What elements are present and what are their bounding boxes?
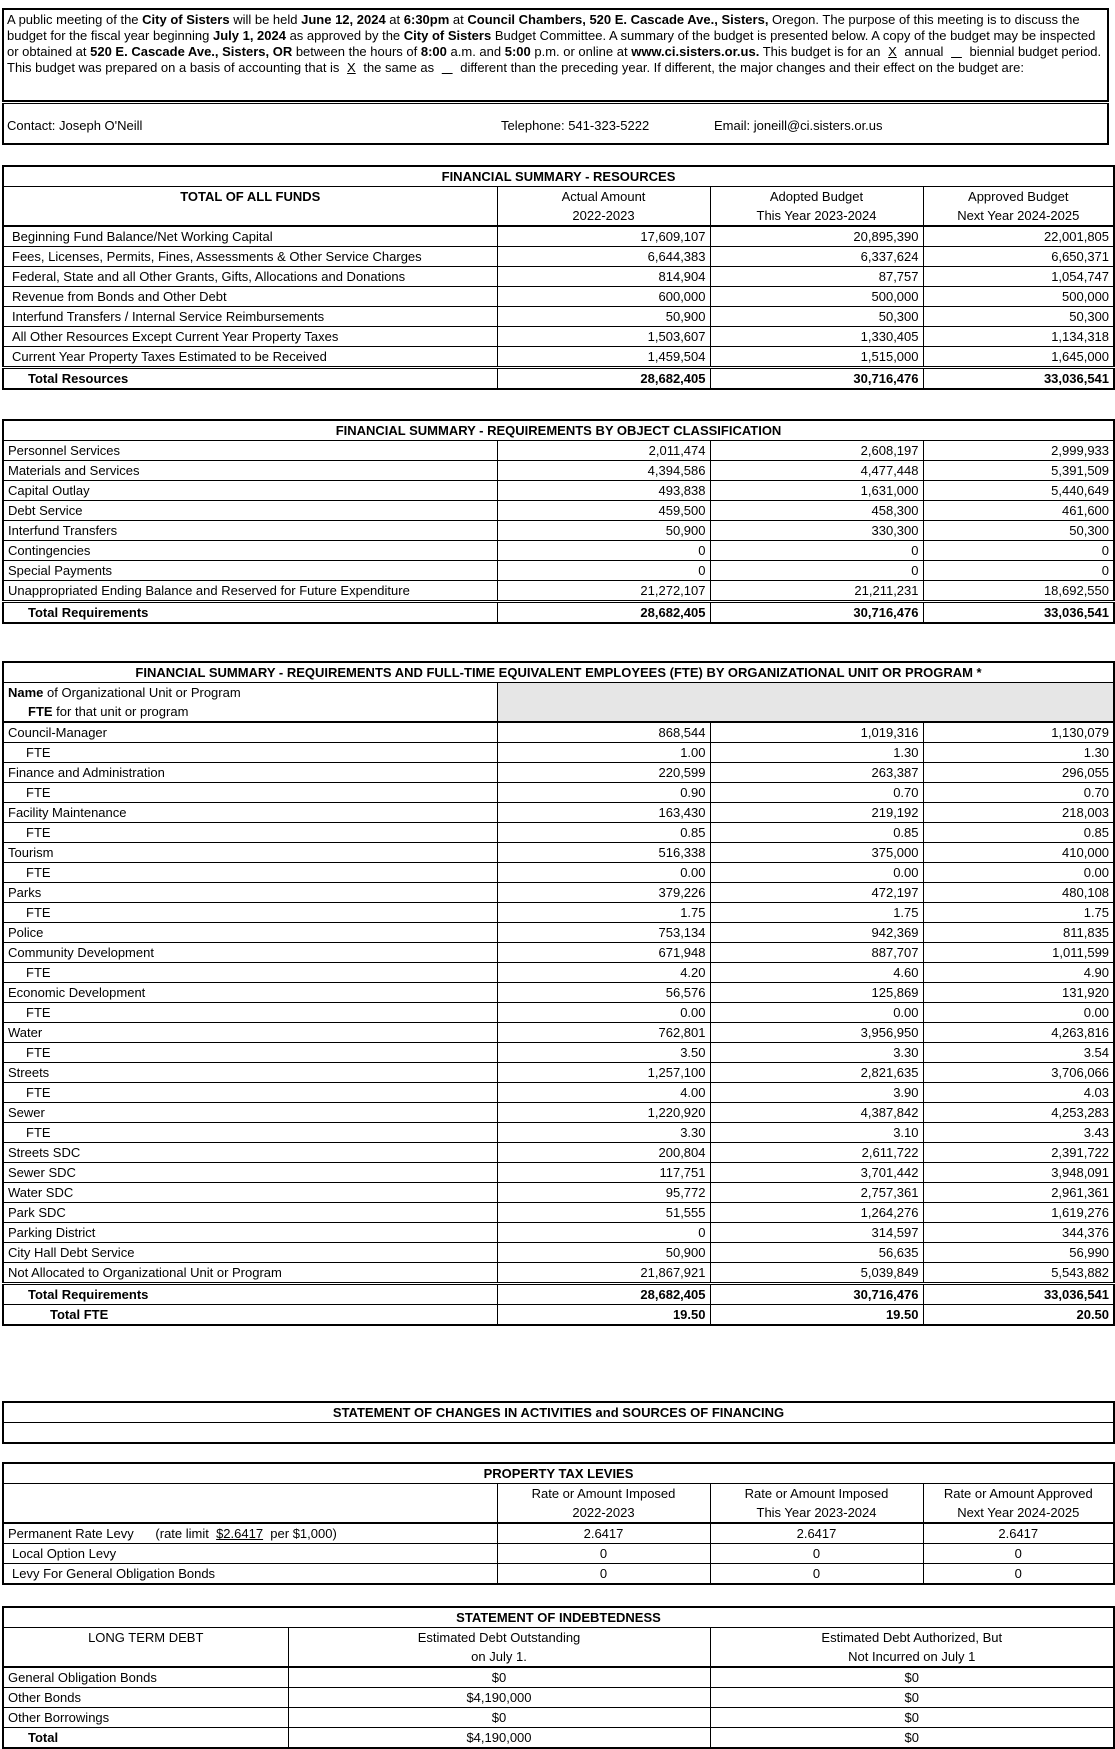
org-unit-row xyxy=(3,1223,1114,1243)
row-value: 1,645,000 xyxy=(923,347,1114,368)
row-value: 3,706,066 xyxy=(923,1063,1114,1083)
row-value: 1,130,079 xyxy=(923,722,1114,743)
row-value: 21,867,921 xyxy=(497,1263,710,1284)
row-value: 1.75 xyxy=(710,903,923,923)
row-label: FTE xyxy=(3,903,497,923)
row-value: 480,108 xyxy=(923,883,1114,903)
row-label: FTE xyxy=(3,743,497,763)
row-value: 472,197 xyxy=(710,883,923,903)
row-value: 0 xyxy=(923,561,1114,581)
different-basis-checkbox xyxy=(438,60,457,75)
row-value: 4,253,283 xyxy=(923,1103,1114,1123)
row-value: 0 xyxy=(710,561,923,581)
org-unit-row xyxy=(3,1243,1114,1263)
org-unit-table: FINANCIAL SUMMARY - REQUIREMENTS AND FULL-TIME EQUIVALENT EMPLOYEES (FTE) BY ORGANIZATIONAL UNIT OR PROGRAM * Name of Organizational Unit or Program FTE for that unit or program Council-Manager 868,544 1,019,316 1,130,079 FTE 1.00 1.30 1.30 Finance and Administration 220,599 263,387 296,055 FTE 0.90 0.70 0.70 Facility Maintenance 163,430 219,192 218,003 FTE 0.85 0.85 0.85 Tourism 516,338 375,000 410,000 FTE 0.00 0.00 0.00 Parks 379,226 472,197 480,108 FTE 1.75 1.75 1.75 Police 753,134 942,369 811,835 Community Development 671,948 887,707 1,011,599 FTE 4.20 4.60 4.90 Economic Development 56,576 125,869 131,920 FTE 0.00 0.00 0.00 Water 762,801 3,956,950 4,263,816 FTE 3.50 3.30 3.54 Streets 1,257,100 2,821,635 3,706,066 FTE 4.00 3.90 4.03 Sewer 1,220,920 4,387,842 4,253,283 FTE 3.30 3.10 3.43 Streets SDC 200,804 2,611,722 2,391,722 Sewer SDC 117,751 3,701,442 3,948,091 Water SDC 95,772 2,757,361 2,961,361 Park SDC 51,555 1,264,276 1,619,276 Parking District 0 314,597 344,376 City Hall Debt Service 50,900 56,635 56,990 Not Allocated to Organizational Unit or Program 21,867,921 5,039,849 5,543,882 Total Requirements 28,682,405 30,716,476 33,036,541 Total FTE 19.50 19.50 20.50 xyxy=(2,661,1115,1326)
row-label: Fees, Licenses, Permits, Fines, Assessments & Other Service Charges xyxy=(3,247,497,267)
row-value: 51,555 xyxy=(497,1203,710,1223)
org-unit-row xyxy=(3,722,1114,743)
changes-title: STATEMENT OF CHANGES IN ACTIVITIES and SOURCES OF FINANCING xyxy=(3,1402,1114,1423)
row-value: $0 xyxy=(710,1708,1114,1728)
total-fte-row: Total FTE 19.50 19.50 20.50 xyxy=(3,1305,1114,1326)
total-resources-row: Total Resources 28,682,405 30,716,476 33,036,541 xyxy=(3,368,1114,390)
row-label: Sewer xyxy=(3,1103,497,1123)
row-value: 0 xyxy=(710,1544,923,1564)
resource-row xyxy=(3,287,1114,307)
debt-row xyxy=(3,1667,1114,1688)
row-value: 4.20 xyxy=(497,963,710,983)
row-label: FTE xyxy=(3,823,497,843)
org-unit-row xyxy=(3,783,1114,803)
row-value: 4.00 xyxy=(497,1083,710,1103)
row-value: 942,369 xyxy=(710,923,923,943)
row-label: Finance and Administration xyxy=(3,763,497,783)
row-value: 1,220,920 xyxy=(497,1103,710,1123)
requirement-row xyxy=(3,481,1114,501)
row-value: 50,300 xyxy=(710,307,923,327)
debt-row xyxy=(3,1708,1114,1728)
row-value: 1.75 xyxy=(923,903,1114,923)
org-unit-row xyxy=(3,1083,1114,1103)
row-value: 814,904 xyxy=(497,267,710,287)
biennial-checkbox xyxy=(947,44,966,59)
row-label: Interfund Transfers xyxy=(3,521,497,541)
row-value: $0 xyxy=(288,1708,710,1728)
row-value: 163,430 xyxy=(497,803,710,823)
row-value: 458,300 xyxy=(710,501,923,521)
row-label: Council-Manager xyxy=(3,722,497,743)
row-label: Other Borrowings xyxy=(3,1708,288,1728)
row-value: 2,611,722 xyxy=(710,1143,923,1163)
resources-table: FINANCIAL SUMMARY - RESOURCES TOTAL OF ALL FUNDS Actual Amount Adopted Budget Approved Budget 2022-2023 This Year 2023-2024 Next Year 2024-2025 Beginning Fund Balance/Net Working Capital 17,609,107 20,895,390 22,001,805 Fees, Licenses, Permits, Fines, Assessments & Other Service Charges 6,644,383 6,337,624 6,650,371 Federal, State and all Other Grants, Gifts, Allocations and Donations 814,904 87,757 1,054,747 Revenue from Bonds and Other Debt 600,000 500,000 500,000 Interfund Transfers / Internal Service Reimbursements 50,900 50,300 50,300 All Other Resources Except Current Year Property Taxes 1,503,607 1,330,405 1,134,318 Current Year Property Taxes Estimated to be Received 1,459,504 1,515,000 1,645,000 Total Resources 28,682,405 30,716,476 33,036,541 xyxy=(2,165,1115,390)
row-value: 762,801 xyxy=(497,1023,710,1043)
row-label: Revenue from Bonds and Other Debt xyxy=(3,287,497,307)
org-unit-row xyxy=(3,883,1114,903)
row-label: Park SDC xyxy=(3,1203,497,1223)
row-label: FTE xyxy=(3,863,497,883)
row-label: FTE xyxy=(3,1123,497,1143)
row-value: 344,376 xyxy=(923,1223,1114,1243)
row-value: 1,054,747 xyxy=(923,267,1114,287)
row-value: 296,055 xyxy=(923,763,1114,783)
row-value: 5,543,882 xyxy=(923,1263,1114,1284)
row-value: 1,515,000 xyxy=(710,347,923,368)
row-value: 1.75 xyxy=(497,903,710,923)
row-value: 410,000 xyxy=(923,843,1114,863)
contact-phone: Telephone: 541-323-5222 xyxy=(501,118,650,133)
resource-row xyxy=(3,327,1114,347)
row-value: 200,804 xyxy=(497,1143,710,1163)
org-unit-row xyxy=(3,1103,1114,1123)
row-label: Water xyxy=(3,1023,497,1043)
org-total-requirements-row: Total Requirements 28,682,405 30,716,476 33,036,541 xyxy=(3,1284,1114,1305)
org-unit-row xyxy=(3,903,1114,923)
resource-row xyxy=(3,347,1114,368)
row-value: 1,503,607 xyxy=(497,327,710,347)
row-value: 218,003 xyxy=(923,803,1114,823)
row-label: Personnel Services xyxy=(3,441,497,461)
row-value: 1,011,599 xyxy=(923,943,1114,963)
annual-checkbox: X xyxy=(888,44,897,59)
org-unit-row xyxy=(3,983,1114,1003)
row-value: 671,948 xyxy=(497,943,710,963)
row-label: Economic Development xyxy=(3,983,497,1003)
row-value: 516,338 xyxy=(497,843,710,863)
row-value: 461,600 xyxy=(923,501,1114,521)
levies-title: PROPERTY TAX LEVIES xyxy=(3,1463,1114,1484)
row-value: 5,440,649 xyxy=(923,481,1114,501)
row-value: 500,000 xyxy=(923,287,1114,307)
row-value: 6,650,371 xyxy=(923,247,1114,267)
org-unit-row xyxy=(3,823,1114,843)
row-value: 0 xyxy=(923,541,1114,561)
row-value: 17,609,107 xyxy=(497,226,710,247)
row-value: 0.00 xyxy=(710,863,923,883)
row-value: 500,000 xyxy=(710,287,923,307)
org-unit-row xyxy=(3,1203,1114,1223)
row-label: FTE xyxy=(3,783,497,803)
row-value: 4,394,586 xyxy=(497,461,710,481)
row-value: 1,257,100 xyxy=(497,1063,710,1083)
row-label: Not Allocated to Organizational Unit or Program xyxy=(3,1263,497,1284)
requirement-row xyxy=(3,581,1114,602)
row-label: Sewer SDC xyxy=(3,1163,497,1183)
row-label: City Hall Debt Service xyxy=(3,1243,497,1263)
row-value: 0 xyxy=(710,541,923,561)
row-value: 21,211,231 xyxy=(710,581,923,602)
row-label: Current Year Property Taxes Estimated to be Received xyxy=(3,347,497,368)
row-value: 3,948,091 xyxy=(923,1163,1114,1183)
row-value: 3.54 xyxy=(923,1043,1114,1063)
row-value: 0.70 xyxy=(923,783,1114,803)
org-unit-row xyxy=(3,1063,1114,1083)
row-value: 3,701,442 xyxy=(710,1163,923,1183)
row-value: 753,134 xyxy=(497,923,710,943)
row-value: 50,300 xyxy=(923,307,1114,327)
row-value: 5,391,509 xyxy=(923,461,1114,481)
row-value: 0 xyxy=(923,1564,1114,1585)
org-unit-row xyxy=(3,1003,1114,1023)
row-value: 4.03 xyxy=(923,1083,1114,1103)
row-value: 375,000 xyxy=(710,843,923,863)
requirement-row xyxy=(3,441,1114,461)
row-value: 0 xyxy=(497,1544,710,1564)
row-value: 1,459,504 xyxy=(497,347,710,368)
requirement-row xyxy=(3,541,1114,561)
row-value: 0 xyxy=(497,1223,710,1243)
row-value: 4.60 xyxy=(710,963,923,983)
row-value: 868,544 xyxy=(497,722,710,743)
row-value: 50,300 xyxy=(923,521,1114,541)
row-label: Police xyxy=(3,923,497,943)
row-value: 0.85 xyxy=(497,823,710,843)
row-label: Federal, State and all Other Grants, Gifts, Allocations and Donations xyxy=(3,267,497,287)
row-value: 3.43 xyxy=(923,1123,1114,1143)
row-value: 0 xyxy=(497,1564,710,1585)
row-value: 3.90 xyxy=(710,1083,923,1103)
row-value: 0.00 xyxy=(497,1003,710,1023)
resource-row xyxy=(3,267,1114,287)
row-label: Unappropriated Ending Balance and Reserved for Future Expenditure xyxy=(3,581,497,602)
row-value: 379,226 xyxy=(497,883,710,903)
row-value: 117,751 xyxy=(497,1163,710,1183)
row-value: 4,263,816 xyxy=(923,1023,1114,1043)
row-label: All Other Resources Except Current Year Property Taxes xyxy=(3,327,497,347)
requirement-row xyxy=(3,461,1114,481)
org-unit-row xyxy=(3,763,1114,783)
resources-label-header: TOTAL OF ALL FUNDS xyxy=(3,187,497,207)
indebtedness-title: STATEMENT OF INDEBTEDNESS xyxy=(3,1607,1114,1628)
row-value: 2,999,933 xyxy=(923,441,1114,461)
levy-row xyxy=(3,1544,1114,1564)
contact-email[interactable]: Email: joneill@ci.sisters.or.us xyxy=(714,118,883,133)
row-value: 220,599 xyxy=(497,763,710,783)
row-value: 87,757 xyxy=(710,267,923,287)
row-value: 56,990 xyxy=(923,1243,1114,1263)
row-label: Levy For General Obligation Bonds xyxy=(3,1564,497,1585)
row-label: Local Option Levy xyxy=(3,1544,497,1564)
row-label: General Obligation Bonds xyxy=(3,1667,288,1688)
row-value: 95,772 xyxy=(497,1183,710,1203)
changes-table xyxy=(2,1401,1115,1444)
row-value: 3,956,950 xyxy=(710,1023,923,1043)
row-label: Materials and Services xyxy=(3,461,497,481)
row-value: 887,707 xyxy=(710,943,923,963)
debt-total-row: Total $4,190,000 $0 xyxy=(3,1728,1114,1749)
row-value: 1.30 xyxy=(923,743,1114,763)
row-value: 0 xyxy=(497,541,710,561)
row-value: 493,838 xyxy=(497,481,710,501)
row-label: Community Development xyxy=(3,943,497,963)
row-label: Special Payments xyxy=(3,561,497,581)
row-label: Facility Maintenance xyxy=(3,803,497,823)
row-label: Parking District xyxy=(3,1223,497,1243)
row-value: 56,576 xyxy=(497,983,710,1003)
row-value: 0.70 xyxy=(710,783,923,803)
row-label: Parks xyxy=(3,883,497,903)
row-value: 6,337,624 xyxy=(710,247,923,267)
row-value: 56,635 xyxy=(710,1243,923,1263)
row-label: Streets SDC xyxy=(3,1143,497,1163)
row-value: 0.85 xyxy=(710,823,923,843)
row-value: $0 xyxy=(288,1667,710,1688)
row-value: 314,597 xyxy=(710,1223,923,1243)
row-value: 811,835 xyxy=(923,923,1114,943)
row-value: 0.00 xyxy=(710,1003,923,1023)
debt-row xyxy=(3,1688,1114,1708)
row-value: 2,011,474 xyxy=(497,441,710,461)
object-classification-table xyxy=(2,419,1115,624)
row-value: $0 xyxy=(710,1688,1114,1708)
row-value: 459,500 xyxy=(497,501,710,521)
row-value: 2,757,361 xyxy=(710,1183,923,1203)
row-value: 3.10 xyxy=(710,1123,923,1143)
row-value: 0.00 xyxy=(923,1003,1114,1023)
row-value: 1,631,000 xyxy=(710,481,923,501)
row-value: 6,644,383 xyxy=(497,247,710,267)
org-unit-row xyxy=(3,1183,1114,1203)
resource-row xyxy=(3,307,1114,327)
row-value: 2,391,722 xyxy=(923,1143,1114,1163)
levies-table: PROPERTY TAX LEVIES Rate or Amount Imposed Rate or Amount Imposed Rate or Amount Approved 2022-2023 This Year 2023-2024 Next Year 2024-2025 Permanent Rate Levy (rate limit $2.6417 per $1,000) 2.6417 2.6417 2.6417 Local Option Levy 0 0 0 Levy For General Obligation Bonds 0 0 0 xyxy=(2,1462,1115,1585)
row-value: 1,619,276 xyxy=(923,1203,1114,1223)
row-label: Tourism xyxy=(3,843,497,863)
row-value: 3.30 xyxy=(710,1043,923,1063)
row-label: Capital Outlay xyxy=(3,481,497,501)
row-label: Contingencies xyxy=(3,541,497,561)
row-value: 131,920 xyxy=(923,983,1114,1003)
row-value: 5,039,849 xyxy=(710,1263,923,1284)
permanent-rate-levy-row: Permanent Rate Levy (rate limit $2.6417 per $1,000) 2.6417 2.6417 2.6417 xyxy=(3,1523,1114,1544)
row-label: Beginning Fund Balance/Net Working Capital xyxy=(3,226,497,247)
row-value: 0.85 xyxy=(923,823,1114,843)
row-value: 20,895,390 xyxy=(710,226,923,247)
same-basis-checkbox: X xyxy=(347,60,356,75)
row-value: 3.30 xyxy=(497,1123,710,1143)
org-unit-row xyxy=(3,963,1114,983)
org-unit-row xyxy=(3,743,1114,763)
contact-name: Contact: Joseph O'Neill xyxy=(7,118,143,133)
row-value: 2,961,361 xyxy=(923,1183,1114,1203)
org-unit-row xyxy=(3,923,1114,943)
budget-notice: A public meeting of the City of Sisters will be held June 12, 2024 at 6:30pm at Council Chambers, 520 E. Cascade Ave., Sisters, Oregon. The purpose of this meeting is to discuss the budget for the fiscal year beginning July 1, 2024 as approved by the City of Sisters Budget Committee. A summary of the budget is presented below. A copy of the budget may be inspected or obtained at 520 E. Cascade Ave., Sisters, OR between the hours of 8:00 a.m. and 5:00 p.m. or online at www.ci.sisters.or.us. This budget is for an X annual biennial budget period. This budget was prepared on a basis of accounting that is X the same as different than the preceding year. If different, the major changes and their effect on the budget are: xyxy=(2,8,1109,102)
resource-row xyxy=(3,226,1114,247)
row-value: 0.00 xyxy=(497,863,710,883)
resources-title: FINANCIAL SUMMARY - RESOURCES xyxy=(3,166,1114,187)
total-requirements-row: Total Requirements 28,682,405 30,716,476 33,036,541 xyxy=(3,602,1114,624)
levy-row xyxy=(3,1564,1114,1585)
org-unit-row xyxy=(3,1143,1114,1163)
resource-row xyxy=(3,247,1114,267)
row-label: FTE xyxy=(3,1003,497,1023)
row-value: 219,192 xyxy=(710,803,923,823)
requirement-row xyxy=(3,501,1114,521)
row-value: $4,190,000 xyxy=(288,1688,710,1708)
row-label: FTE xyxy=(3,1043,497,1063)
row-value: $0 xyxy=(710,1667,1114,1688)
row-value: 1,019,316 xyxy=(710,722,923,743)
row-value: 4,477,448 xyxy=(710,461,923,481)
row-label: FTE xyxy=(3,963,497,983)
org-unit-row xyxy=(3,943,1114,963)
row-value: 1,330,405 xyxy=(710,327,923,347)
row-value: 125,869 xyxy=(710,983,923,1003)
row-value: 1.00 xyxy=(497,743,710,763)
org-unit-row xyxy=(3,803,1114,823)
row-value: 2,821,635 xyxy=(710,1063,923,1083)
org-unit-row xyxy=(3,1263,1114,1284)
object-classification-title: FINANCIAL SUMMARY - REQUIREMENTS BY OBJECT CLASSIFICATION xyxy=(3,420,1114,441)
row-label: Water SDC xyxy=(3,1183,497,1203)
row-value: 50,900 xyxy=(497,521,710,541)
row-value: 0.00 xyxy=(923,863,1114,883)
row-value: 3.50 xyxy=(497,1043,710,1063)
row-value: 1.30 xyxy=(710,743,923,763)
row-value: 4.90 xyxy=(923,963,1114,983)
org-unit-row xyxy=(3,863,1114,883)
row-value: 600,000 xyxy=(497,287,710,307)
shaded-header xyxy=(497,683,1114,723)
row-value: 263,387 xyxy=(710,763,923,783)
row-value: 21,272,107 xyxy=(497,581,710,602)
row-label: Interfund Transfers / Internal Service Reimbursements xyxy=(3,307,497,327)
org-unit-row xyxy=(3,1163,1114,1183)
org-unit-title: FINANCIAL SUMMARY - REQUIREMENTS AND FULL-TIME EQUIVALENT EMPLOYEES (FTE) BY ORGANIZATIONAL UNIT OR PROGRAM * xyxy=(3,662,1114,683)
row-value: 22,001,805 xyxy=(923,226,1114,247)
org-unit-row xyxy=(3,1043,1114,1063)
row-label: Streets xyxy=(3,1063,497,1083)
indebtedness-table: STATEMENT OF INDEBTEDNESS LONG TERM DEBT Estimated Debt Outstanding Estimated Debt Authorized, But on July 1. Not Incurred on July 1 General Obligation Bonds $0 $0 Other Bonds $4,190,000 $0 Other Borrowings $0 $0 Total $4,190,000 $0 xyxy=(2,1606,1115,1749)
org-unit-row xyxy=(3,1123,1114,1143)
row-value: 4,387,842 xyxy=(710,1103,923,1123)
org-unit-row xyxy=(3,1023,1114,1043)
requirement-row xyxy=(3,561,1114,581)
row-value: 1,264,276 xyxy=(710,1203,923,1223)
row-value: 330,300 xyxy=(710,521,923,541)
row-value: 50,900 xyxy=(497,1243,710,1263)
row-value: 2,608,197 xyxy=(710,441,923,461)
row-label: Other Bonds xyxy=(3,1688,288,1708)
row-label: FTE xyxy=(3,1083,497,1103)
row-value: 18,692,550 xyxy=(923,581,1114,602)
row-value: 50,900 xyxy=(497,307,710,327)
row-label: Debt Service xyxy=(3,501,497,521)
contact-bar xyxy=(2,103,1109,145)
row-value: 0 xyxy=(923,1544,1114,1564)
org-unit-row xyxy=(3,843,1114,863)
row-value: 0 xyxy=(710,1564,923,1585)
requirement-row xyxy=(3,521,1114,541)
row-value: 1,134,318 xyxy=(923,327,1114,347)
row-value: 0.90 xyxy=(497,783,710,803)
row-value: 0 xyxy=(497,561,710,581)
